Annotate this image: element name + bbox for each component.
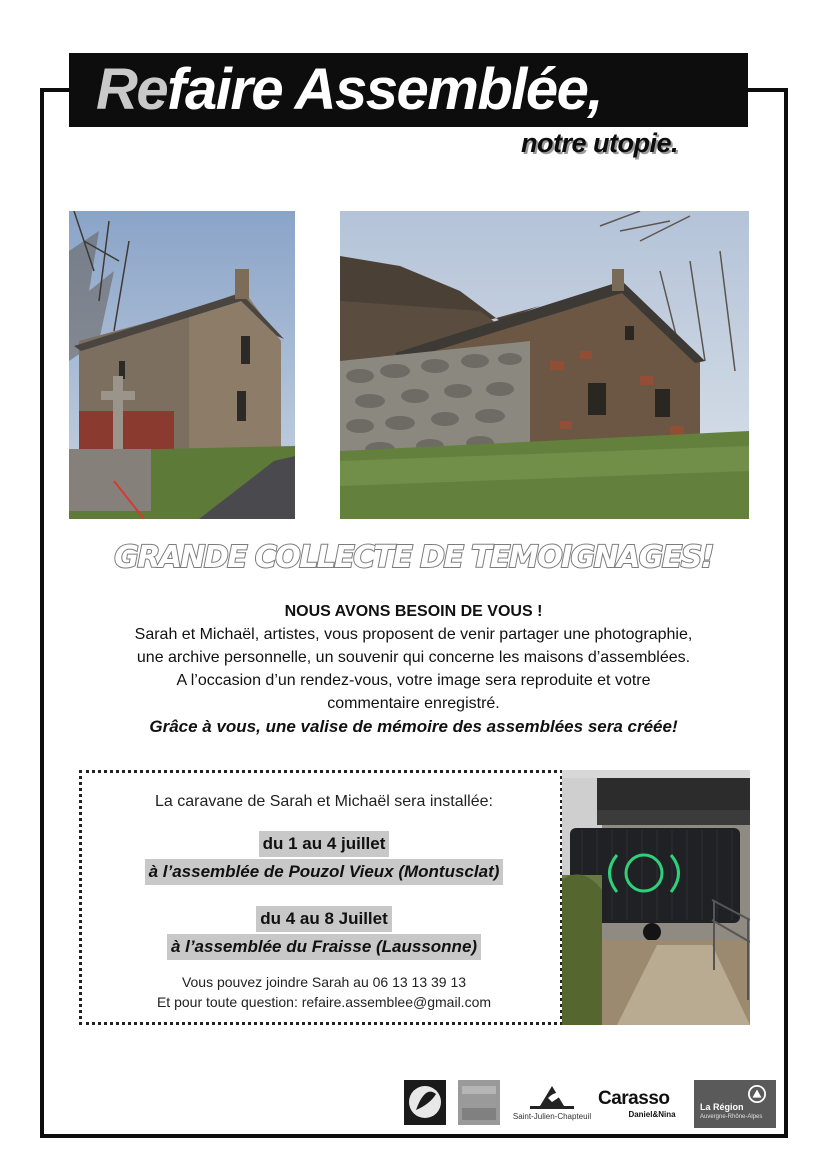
stone-assembly-house-photo <box>340 211 749 519</box>
collecte-banner: GRANDE COLLECTE DE TEMOIGNAGES! <box>114 540 713 575</box>
page-title <box>96 55 602 125</box>
carasso-logo-sub: Daniel&Nina <box>628 1110 676 1119</box>
gray-card-logo-icon <box>458 1080 500 1125</box>
village-logo-label: Saint-Julien-Chapteuil <box>512 1112 592 1121</box>
title-accent: Re <box>96 57 168 122</box>
intro-line: A l’occasion d’un rendez-vous, votre image sera reproduite et votre <box>176 672 651 689</box>
carasso-logo-label: Carasso <box>598 1088 670 1109</box>
intro-line: commentaire enregistré. <box>327 695 500 712</box>
stone-house-photo <box>69 211 295 519</box>
phone-line: Vous pouvez joindre Sarah au 06 13 13 39 13 <box>181 974 467 990</box>
intro-heading: NOUS AVONS BESOIN DE VOUS ! <box>284 603 543 620</box>
region-logo-icon <box>694 1080 776 1128</box>
carasso-logo-icon <box>598 1080 682 1125</box>
event-place: à l’assemblée du Fraisse (Laussonne) <box>82 934 566 960</box>
event-dates: du 1 au 4 juillet <box>82 831 566 857</box>
intro-line: une archive personnelle, un souvenir qui concerne les maisons d’assemblées. <box>136 649 691 666</box>
event-dates: du 4 au 8 Juillet <box>82 906 566 932</box>
schedule-box <box>79 770 563 1025</box>
intro-emphasis: Grâce à vous, une valise de mémoire des assemblées sera créée! <box>149 717 678 736</box>
leaf-emblem-logo-icon <box>404 1080 446 1125</box>
intro-text <box>60 600 767 738</box>
title-rest: faire Assemblée, <box>167 57 603 122</box>
event-place: à l’assemblée de Pouzol Vieux (Montusclat) <box>82 859 566 885</box>
region-logo-sub: Auvergne-Rhône-Alpes <box>700 1114 763 1120</box>
intro-line: Sarah et Michaël, artistes, vous proposent de venir partager une photographie, <box>134 626 693 643</box>
email-line[interactable]: Et pour toute question: refaire.assemblee@gmail.com <box>156 994 492 1010</box>
caravan-photo <box>562 770 750 1025</box>
page-subtitle: notre utopie. <box>521 128 678 158</box>
village-bird-logo-icon <box>512 1080 592 1125</box>
schedule-intro: La caravane de Sarah et Michaël sera installée: <box>155 793 493 810</box>
region-logo-label: La Région <box>700 1102 744 1112</box>
